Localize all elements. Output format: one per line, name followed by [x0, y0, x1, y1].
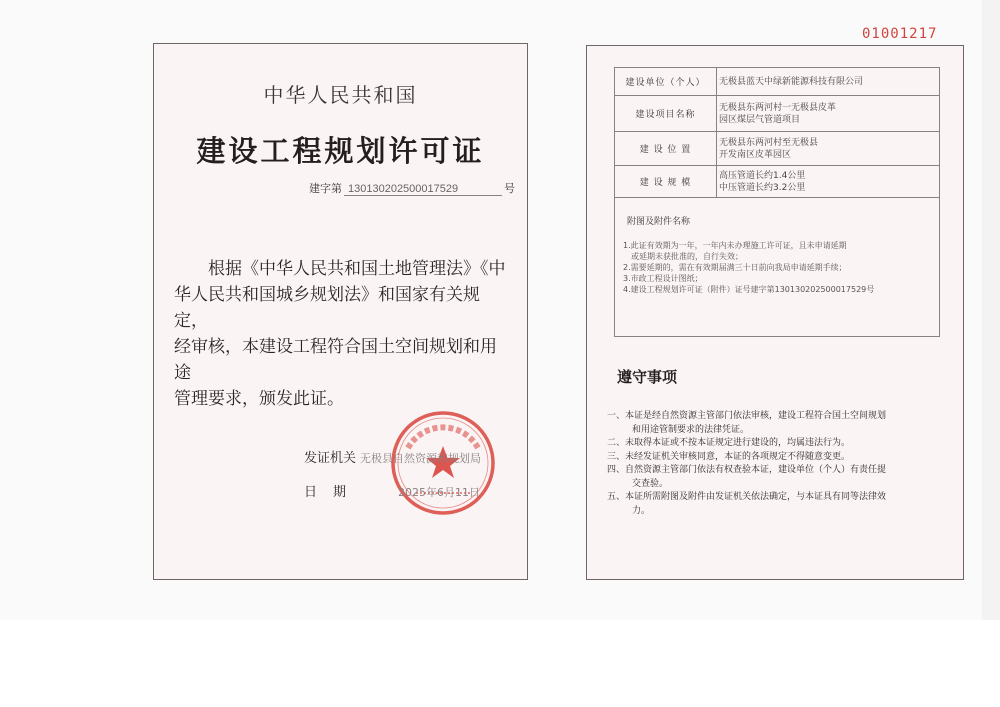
table-row-label: 建 设 位 置 [615, 132, 717, 165]
table-row-label: 建设单位（个人） [615, 68, 717, 95]
table-row-value [719, 132, 937, 165]
value-line: 无极县东两河村至无极县 [719, 137, 819, 148]
certificate-number-row [309, 180, 515, 196]
value-line: 无极县东两河村一无极县皮革 [719, 102, 837, 113]
attachments-title: 附图及附件名称 [627, 217, 691, 227]
table-row [615, 166, 939, 198]
cert-no-value: 130130202500017529 [344, 183, 502, 196]
obey-title: 遵守事项 [617, 368, 678, 386]
cert-no-prefix: 建字第 [309, 183, 342, 195]
list-item: 4.建设工程规划许可证（附件）证号建字第130130202500017529号 [623, 285, 875, 294]
value-line: 高压管道长约1.4公里 [719, 170, 806, 181]
table-row-value [719, 166, 937, 197]
issuer-value: 无极县自然资源和规划局 [360, 452, 482, 465]
list-item: 或延期未获批准的，自行失效； [631, 252, 743, 261]
value-line: 中压管道长约3.2公里 [719, 182, 806, 193]
list-item: 力。 [632, 505, 651, 516]
list-item: 交查验。 [632, 478, 669, 489]
table-row [615, 96, 939, 132]
date-row [304, 481, 480, 500]
certificate-front-panel [153, 43, 528, 580]
list-item: 和用途管制要求的法律凭证。 [632, 424, 750, 435]
list-item: 3.市政工程设计图纸； [623, 274, 703, 283]
table-row-value [719, 68, 937, 95]
table-row-label: 建 设 规 模 [615, 166, 717, 197]
rules-list [607, 410, 947, 518]
table-row [615, 68, 939, 96]
certificate-back-panel [586, 45, 964, 580]
value-line: 开发南区皮革园区 [719, 149, 792, 160]
project-info-table [614, 67, 940, 337]
certificate-title: 建设工程规划许可证 [196, 134, 485, 168]
body-line: 华人民共和国城乡规划法》和国家有关规定， [174, 285, 480, 331]
table-row-label: 建设项目名称 [615, 96, 717, 131]
list-item: 三、未经发证机关审核同意，本证的各项规定不得随意变更。 [607, 451, 851, 462]
value-line: 无极县蓝天中绿新能源科技有限公司 [719, 76, 864, 87]
date-label: 日期 [304, 485, 363, 500]
issuer-label: 发证机关 [304, 451, 357, 466]
value-line: 园区煤层气管道项目 [719, 114, 801, 125]
issuer-row [304, 447, 481, 466]
scan-edge [982, 0, 1000, 620]
table-row [615, 132, 939, 166]
attachments-list [623, 240, 935, 295]
list-item: 二、未取得本证或不按本证规定进行建设的，均属违法行为。 [607, 438, 851, 448]
list-item: 五、本证所需附图及附件由发证机关依法确定，与本证具有同等法律效 [607, 492, 887, 502]
body-line: 经审核，本建设工程符合国土空间规划和用途 [174, 337, 497, 383]
list-item: 四、自然资源主管部门依法有权查验本证，建设单位（个人）有责任提 [607, 465, 887, 475]
list-item: 1.此证有效期为一年，一年内未办理施工许可证，且未申请延期 [623, 241, 847, 250]
date-value: 2025年6月11日 [398, 486, 480, 499]
list-item: 2.需要延期的，需在有效期届满三十日前向我局申请延期手续； [623, 263, 847, 272]
table-row-value [719, 96, 937, 131]
country-name: 中华人民共和国 [263, 83, 418, 107]
certificate-body [174, 256, 510, 412]
body-line: 管理要求，颁发此证。 [174, 389, 344, 409]
serial-number: 01001217 [862, 26, 938, 42]
cert-no-suffix: 号 [504, 183, 515, 195]
list-item: 一、本证是经自然资源主管部门依法审核，建设工程符合国土空间规划 [607, 411, 887, 421]
body-line: 根据《中华人民共和国土地管理法》《中 [208, 259, 506, 279]
